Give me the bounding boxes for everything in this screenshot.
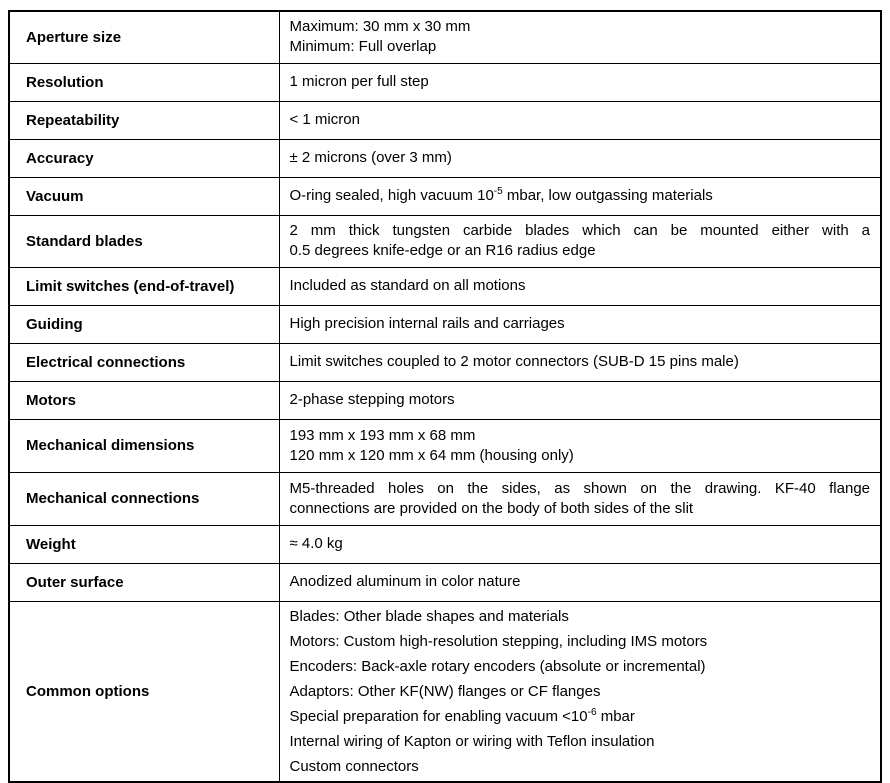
spec-value — [279, 381, 881, 419]
spec-value-line: 120 mm x 120 mm x 64 mm (housing only) — [289, 446, 574, 464]
spec-value-line: Adaptors: Other KF(NW) flanges or CF flanges — [289, 682, 601, 700]
spec-value — [279, 177, 881, 215]
spec-label: Accuracy — [9, 139, 279, 177]
spec-value-line: Custom connectors — [289, 757, 419, 775]
spec-value-line: 0.5 degrees knife-edge or an R16 radius edge — [289, 242, 596, 259]
spec-value — [279, 601, 881, 782]
spec-value-line: O-ring sealed, high vacuum $10^{-5}$ mbar, low outgassing materials — [289, 186, 713, 204]
spec-value — [279, 419, 881, 472]
spec-value-line: High precision internal rails and carriages — [289, 315, 565, 332]
spec-value-line: Minimum: Full overlap — [289, 38, 437, 56]
spec-label: Outer surface — [9, 563, 279, 601]
spec-value — [279, 305, 881, 343]
table-row — [9, 343, 881, 381]
spec-value-line: < 1 micron — [289, 111, 360, 128]
table-row — [9, 419, 881, 472]
spec-label: Vacuum — [9, 177, 279, 215]
spec-value — [279, 11, 881, 63]
superscript-exponent: -6 — [587, 706, 597, 718]
table-row — [9, 305, 881, 343]
spec-label: Motors — [9, 381, 279, 419]
table-row — [9, 381, 881, 419]
spec-value-line: 193 mm x 193 mm x 68 mm — [289, 426, 476, 444]
table-row — [9, 472, 881, 525]
spec-value-line: connections are provided on the body of both sides of the slit — [289, 499, 694, 517]
table-row — [9, 177, 881, 215]
table-row — [9, 63, 881, 101]
spec-value-line: Limit switches coupled to 2 motor connectors (SUB-D 15 pins male) — [289, 353, 739, 370]
spec-value-line: Anodized aluminum in color nature — [289, 573, 521, 590]
spec-value — [279, 139, 881, 177]
spec-value-line: 2-phase stepping motors — [289, 391, 455, 408]
spec-value-line: 1 micron per full step — [289, 73, 429, 90]
spec-value — [279, 343, 881, 381]
table-row — [9, 139, 881, 177]
spec-value — [279, 563, 881, 601]
spec-value — [279, 472, 881, 525]
spec-value-line: Internal wiring of Kapton or wiring with Teflon insulation — [289, 732, 655, 750]
spec-label: Electrical connections — [9, 343, 279, 381]
spec-value — [279, 215, 881, 267]
spec-label: Resolution — [9, 63, 279, 101]
table-row — [9, 11, 881, 63]
spec-value-line: 2 mm thick tungsten carbide blades which can be mounted either with a — [289, 222, 870, 239]
spec-value-line: ≈ 4.0 kg — [289, 535, 343, 552]
spec-value-line: Special preparation for enabling vacuum $<10^{-6}$ mbar — [289, 706, 635, 725]
spec-label: Guiding — [9, 305, 279, 343]
table-row — [9, 601, 881, 782]
spec-label: Mechanical connections — [9, 472, 279, 525]
table-row — [9, 101, 881, 139]
spec-value-line: ± 2 microns (over 3 mm) — [289, 149, 452, 166]
spec-value-line: Blades: Other blade shapes and materials — [289, 607, 569, 625]
spec-value — [279, 101, 881, 139]
table-row — [9, 563, 881, 601]
spec-value-line: Maximum: 30 mm x 30 mm — [289, 18, 471, 36]
spec-value — [279, 267, 881, 305]
spec-value — [279, 63, 881, 101]
spec-label: Standard blades — [9, 215, 279, 267]
spec-value-line: Included as standard on all motions — [289, 277, 526, 294]
spec-table-body — [9, 11, 881, 782]
spec-label: Mechanical dimensions — [9, 419, 279, 472]
spec-label: Aperture size — [9, 11, 279, 63]
spec-label: Weight — [9, 525, 279, 563]
table-row — [9, 525, 881, 563]
spec-label: Common options — [9, 601, 279, 782]
spec-value-line: M5-threaded holes on the sides, as shown on the drawing. KF-40 flange — [289, 479, 870, 497]
spec-label: Limit switches (end-of-travel) — [9, 267, 279, 305]
superscript-exponent: -5 — [493, 186, 503, 197]
table-row — [9, 215, 881, 267]
spec-value — [279, 525, 881, 563]
spec-value-line: Motors: Custom high-resolution stepping, including IMS motors — [289, 632, 708, 650]
spec-table — [8, 10, 882, 783]
table-row — [9, 267, 881, 305]
spec-value-line: Encoders: Back-axle rotary encoders (absolute or incremental) — [289, 657, 706, 675]
spec-label: Repeatability — [9, 101, 279, 139]
